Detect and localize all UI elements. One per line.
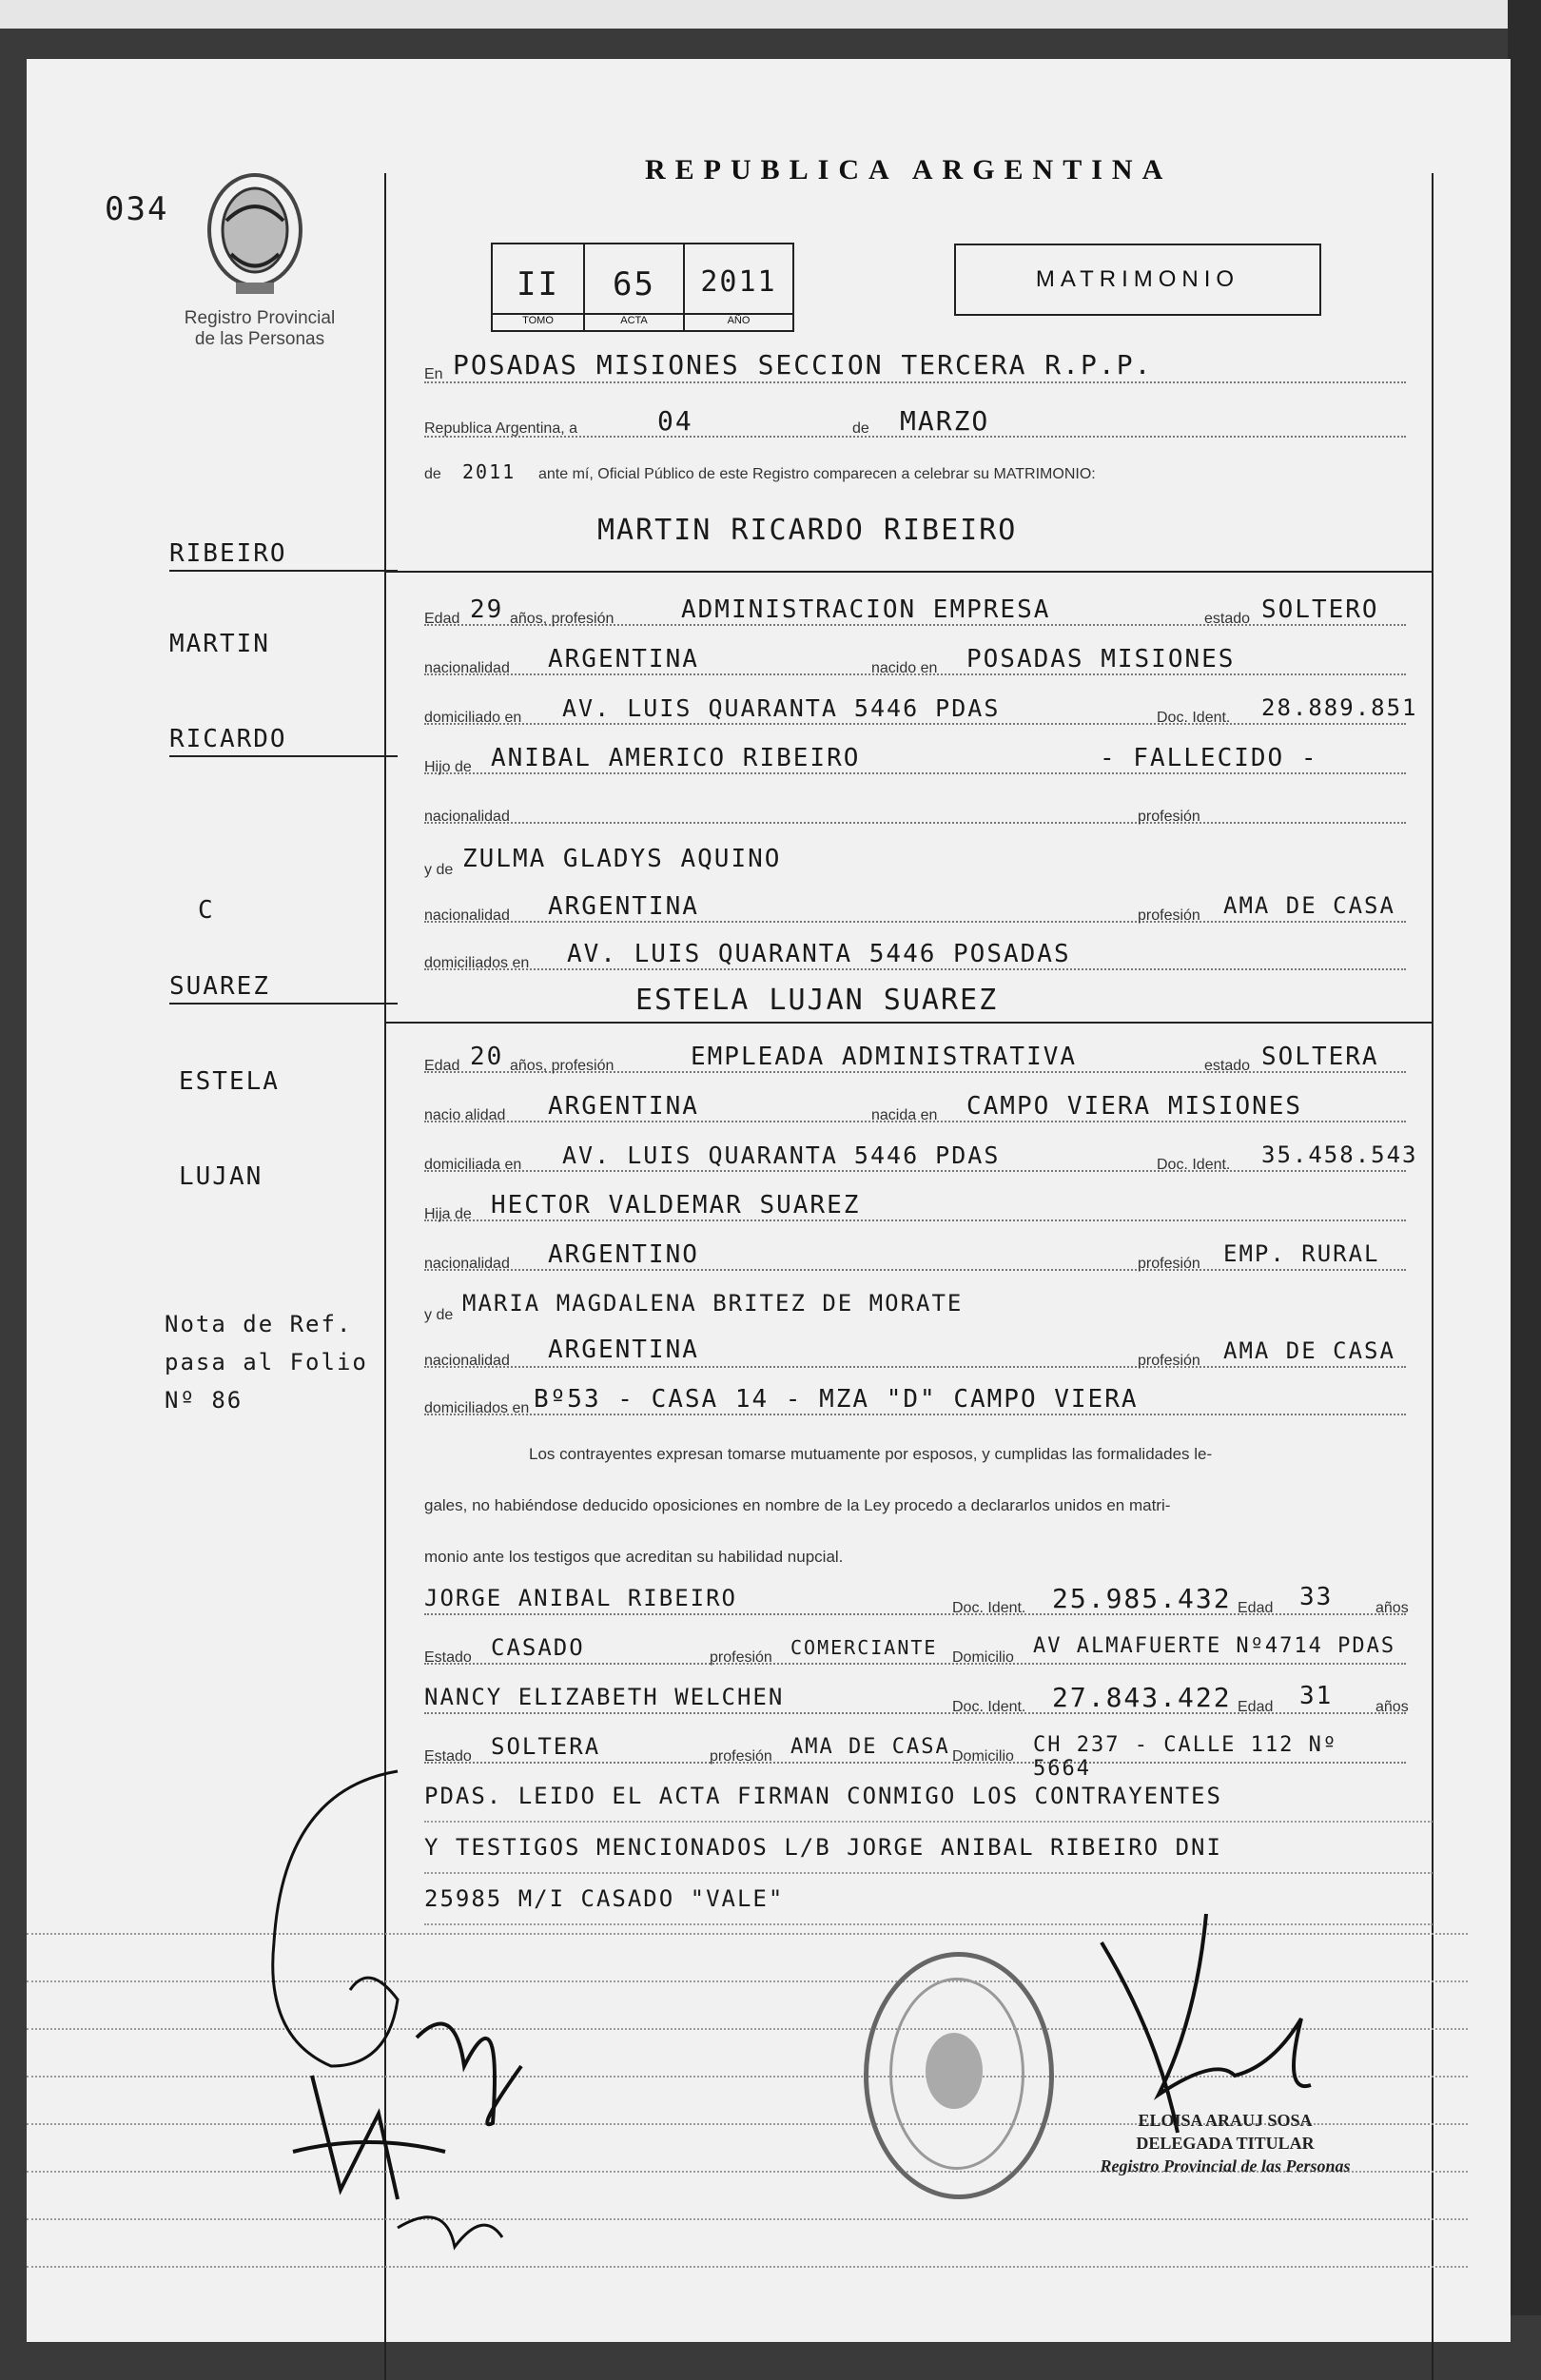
bride-row-5: nacionalidad ARGENTINO profesión EMP. RURAL: [424, 1237, 1406, 1277]
side-note: Nota de Ref. pasa al Folio Nº 86: [165, 1311, 368, 1414]
bride-row-4: Hija de HECTOR VALDEMAR SUAREZ: [424, 1187, 1406, 1227]
anio-value: 2011: [700, 265, 777, 299]
bride-row-1: Edad 20 años, profesión EMPLEADA ADMINISTRATIVA estado SOLTERA: [424, 1039, 1406, 1079]
witness2-row-1: NANCY ELIZABETH WELCHEN Doc. Ident. 27.843.422 Edad 31 años: [424, 1682, 1409, 1715]
groom-row-5: nacionalidad profesión: [424, 790, 1406, 829]
country-title: REPUBLICA ARGENTINA: [645, 154, 1173, 185]
registry-line-2: de las Personas: [194, 329, 325, 349]
right-margin-line: [1432, 173, 1434, 2380]
bride-row-6: y de MARIA MAGDALENA BRITEZ DE MORATE: [424, 1290, 964, 1323]
signature-left: [255, 1752, 559, 2285]
declaration-text: Los contrayentes expresan tomarse mutuamente por esposos, y cumplidas las formalidades le- gales, no habiéndose deducido oposiciones en nombre de la Ley procedo a declararlos unidos en matri- monio ante los testigos que acreditan su habilidad nupcial.: [424, 1445, 1213, 1566]
tomo-value: II: [517, 265, 559, 303]
row-en: En POSADAS MISIONES SECCION TERCERA R.P.P.: [424, 349, 1406, 389]
groom-row-8: domiciliados en AV. LUIS QUARANTA 5446 POSADAS: [424, 936, 1406, 976]
bride-row-2: nacio alidad ARGENTINA nacida en CAMPO VIERA MISIONES: [424, 1088, 1406, 1128]
page-edge: [1508, 0, 1541, 2315]
groom-row-2: nacionalidad ARGENTINA nacido en POSADAS MISIONES: [424, 641, 1406, 681]
registry-line-1: Registro Provincial: [184, 308, 336, 328]
official-seal: [864, 1952, 1054, 2199]
side-surname-1: RIBEIRO: [169, 539, 398, 572]
groom-row-6: y de ZULMA GLADYS AQUINO: [424, 845, 782, 878]
groom-row-7: nacionalidad ARGENTINA profesión AMA DE CASA: [424, 888, 1406, 928]
month-value: MARZO: [900, 405, 990, 437]
year-value: 2011: [462, 460, 517, 483]
side-name-1: MARTIN: [169, 630, 270, 658]
official-stamp: ELOISA ARAUJ SOSA DELEGADA TITULAR Registro Provincial de las Personas: [1100, 2111, 1351, 2175]
row-date: Republica Argentina, a 04 de MARZO: [424, 403, 1406, 443]
anio-label: AÑO: [727, 315, 751, 326]
side-surname-2: SUAREZ: [169, 972, 398, 1005]
witness1-row-1: JORGE ANIBAL RIBEIRO Doc. Ident. 25.985.432 Edad 33 años: [424, 1583, 1409, 1616]
day-value: 04: [657, 405, 693, 437]
witness2-row-2: Estado SOLTERA profesión AMA DE CASA Domicilio CH 237 - CALLE 112 Nº 5664: [424, 1729, 1406, 1769]
record-box: [491, 243, 794, 332]
bride-row-3: domiciliada en AV. LUIS QUARANTA 5446 PDAS Doc. Ident. 35.458.543: [424, 1141, 1418, 1173]
groom-row-3: domiciliado en AV. LUIS QUARANTA 5446 PDAS Doc. Ident. 28.889.851: [424, 694, 1418, 726]
acta-value: 65: [613, 265, 655, 303]
registry-name: [141, 308, 379, 350]
closing-notes: PDAS. LEIDO EL ACTA FIRMAN CONMIGO LOS CONTRAYENTES Y TESTIGOS MENCIONADOS L/B JORGE ANIBAL RIBEIRO DNI 25985 M/I CASADO "VALE": [424, 1771, 1433, 1925]
bride-name: ESTELA LUJAN SUAREZ: [635, 984, 999, 1017]
witness1-row-2: Estado CASADO profesión COMERCIANTE Domicilio AV ALMAFUERTE Nº4714 PDAS: [424, 1630, 1406, 1670]
groom-row-4: Hijo de ANIBAL AMERICO RIBEIRO - FALLECIDO -: [424, 740, 1406, 780]
groom-row-1: Edad 29 años, profesión ADMINISTRACION EMPRESA estado SOLTERO: [424, 592, 1406, 632]
acta-label: ACTA: [620, 315, 648, 326]
bride-row-8: domiciliados en Bº53 - CASA 14 - MZA "D" CAMPO VIERA: [424, 1381, 1406, 1421]
side-name-2: RICARDO: [169, 725, 398, 757]
matrimonio-box: MATRIMONIO: [954, 244, 1321, 316]
bride-row-7: nacionalidad ARGENTINA profesión AMA DE CASA: [424, 1334, 1406, 1374]
top-strip: [0, 0, 1541, 29]
tomo-label: TOMO: [522, 315, 554, 326]
groom-name: MARTIN RICARDO RIBEIRO: [597, 514, 1018, 547]
place-value: POSADAS MISIONES SECCION TERCERA R.P.P.: [453, 349, 1153, 380]
row-year: de 2011 ante mí, Oficial Público de este Registro comparecen a celebrar su MATRIMONIO:: [424, 460, 1096, 483]
side-name-3: ESTELA: [179, 1067, 280, 1096]
side-connector: C: [198, 896, 215, 925]
document-page: [27, 59, 1511, 2342]
side-name-4: LUJAN: [179, 1162, 263, 1191]
page-number: 034: [105, 190, 169, 228]
